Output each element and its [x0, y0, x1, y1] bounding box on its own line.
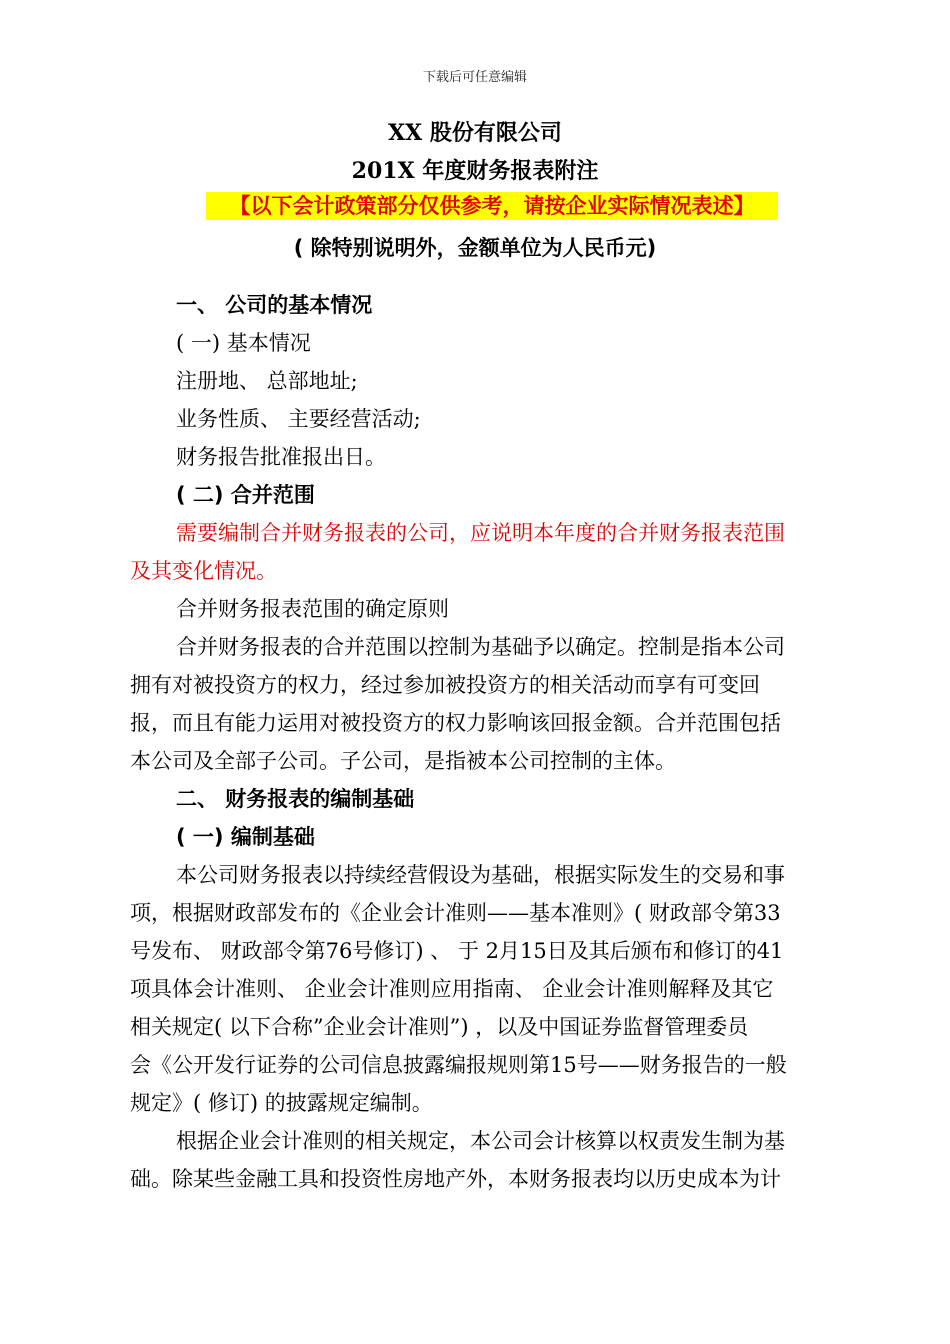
section1-heading: 一、 公司的基本情况 [176, 293, 373, 317]
notice-highlight: 【以下会计政策部分仅供参考，请按企业实际情况表述】 [206, 192, 778, 220]
basic-info-line: 业务性质、 主要经营活动; [176, 407, 421, 431]
paragraph-line: 根据企业会计准则的相关规定，本公司会计核算以权责发生制为基 [176, 1129, 785, 1153]
header-note: 下载后可任意编辑 [422, 70, 527, 85]
paragraph-line: 本公司财务报表以持续经营假设为基础，根据实际发生的交易和事 [176, 863, 785, 887]
unit-note: ( 除特别说明外，金额单位为人民币元) [293, 236, 657, 260]
paragraph-line: 拥有对被投资方的权力，经过参加被投资方的相关活动而享有可变回 [130, 673, 760, 697]
paragraph-line: 项，根据财政部发布的《企业会计准则——基本准则》( 财政部令第33 [130, 901, 781, 925]
basic-info-line: 财务报告批准报出日。 [176, 445, 386, 469]
paragraph-line: 础。除某些金融工具和投资性房地产外，本财务报表均以历史成本为计 [130, 1167, 781, 1191]
red-instruction-line: 需要编制合并财务报表的公司，应说明本年度的合并财务报表范围 [176, 521, 785, 545]
paragraph-line: 相关规定( 以下合称”企业会计准则”) ，以及中国证券监督管理委员 [130, 1015, 749, 1039]
red-instruction-line: 及其变化情况。 [130, 559, 277, 583]
section1-sub2-heading: ( 二) 合并范围 [176, 483, 315, 507]
company-name: XX 股份有限公司 [388, 120, 562, 146]
section1-sub1-heading: ( 一) 基本情况 [176, 331, 311, 355]
basic-info-line: 注册地、 总部地址; [176, 369, 358, 393]
paragraph-line: 合并财务报表的合并范围以控制为基础予以确定。控制是指本公司 [176, 635, 785, 659]
paragraph-line: 本公司及全部子公司。子公司，是指被本公司控制的主体。 [130, 749, 676, 773]
body-text [130, 286, 848, 1198]
section2-heading: 二、 财务报表的编制基础 [176, 787, 415, 811]
section2-sub1-heading: ( 一) 编制基础 [176, 825, 315, 849]
paragraph-line: 规定》( 修订) 的披露规定编制。 [130, 1091, 433, 1115]
paragraph-line: 项具体会计准则、 企业会计准则应用指南、 企业会计准则解释及其它 [130, 977, 774, 1001]
report-title: 201X 年度财务报表附注 [351, 158, 599, 184]
paragraph-line: 号发布、 财政部令第76号修订) 、 于 2月15日及其后颁布和修订的41 [130, 939, 784, 963]
principle-title: 合并财务报表范围的确定原则 [176, 597, 449, 621]
paragraph-line: 会《公开发行证券的公司信息披露编报规则第15号——财务报告的一般 [130, 1053, 787, 1077]
paragraph-line: 报，而且有能力运用对被投资方的权力影响该回报金额。合并范围包括 [130, 711, 781, 735]
